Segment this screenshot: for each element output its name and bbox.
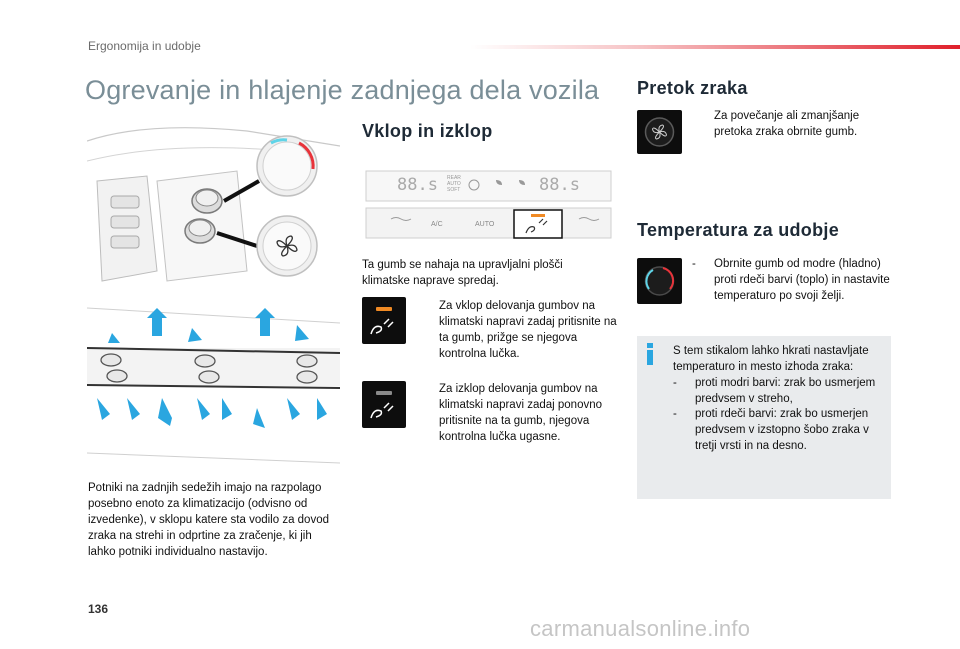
rear-console-illustration [87, 121, 340, 289]
info-item-blue-dash: - [673, 377, 677, 389]
comfort-text: Obrnite gumb od modre (hladno) proti rdeči barvi (toplo) in nastavite temperaturo po svoji želji. [714, 258, 890, 302]
bullet-on-text: Za vklop delovanja gumbov na klimatski napravi zadaj pritisnite na ta gumb, prižge se njegova kontrolna lučka. [439, 300, 617, 360]
panel-rear-label-1: REAR [447, 175, 461, 181]
comfort-heading: Temperatura za udobje [637, 220, 840, 240]
watermark: carmanualsonline.info [530, 616, 751, 641]
panel-rear-label-3: SOFT [447, 187, 461, 193]
roof-air-vents-illustration [87, 303, 340, 468]
location-text: Ta gumb se nahaja na upravljalni plošči klimatske naprave spredaj. [362, 259, 563, 287]
panel-display-right: 88.s [539, 175, 580, 195]
fan-knob-thumbnail [637, 110, 682, 154]
rear-on-button-thumbnail [362, 297, 406, 344]
panel-button-ac: A/C [431, 221, 443, 228]
front-climate-panel-illustration [361, 163, 616, 245]
info-item-red-dash: - [673, 408, 677, 420]
airflow-heading: Pretok zraka [637, 78, 748, 98]
info-icon [645, 343, 655, 365]
info-item-red-text: proti rdeči barvi: zrak bo usmerjen predvsem v izstopno šobo zraka v tretji vrsti in na desno. [695, 408, 869, 452]
panel-button-auto: AUTO [475, 221, 495, 228]
intro-text: Potniki na zadnjih sedežih imajo na razpolago posebno enoto za klimatizacijo (odvisno od izvedenke), v sklopu katere sta vodilo za dovod zraka na strehi in odprtine za zračenje, ki jih lahko potniki individualno nastavijo. [88, 482, 329, 558]
panel-display-left: 88.s [397, 175, 438, 195]
info-intro: S tem stikalom lahko hkrati nastavljate temperaturo in mesto izhoda zraka: [673, 345, 869, 373]
panel-rear-label-2: AUTO [447, 181, 461, 187]
section-label: Ergonomija in udobje [88, 39, 201, 53]
comfort-dash: - [692, 258, 696, 270]
temperature-knob-thumbnail [637, 258, 682, 304]
page-number: 136 [88, 602, 109, 616]
page-title: Ogrevanje in hlajenje zadnjega dela vozila [85, 75, 600, 105]
rear-off-button-thumbnail [362, 381, 406, 428]
header-accent-bar [470, 45, 960, 49]
info-item-blue-text: proti modri barvi: zrak bo usmerjem predvsem v streho, [695, 377, 876, 405]
airflow-text: Za povečanje ali zmanjšanje pretoka zraka obrnite gumb. [714, 110, 860, 138]
vklop-heading: Vklop in izklop [362, 121, 493, 141]
bullet-off-text: Za izklop delovanja gumbov na klimatski napravi zadaj ponovno pritisnite na ta gumb, njegova kontrolna lučka ugasne. [439, 383, 603, 443]
